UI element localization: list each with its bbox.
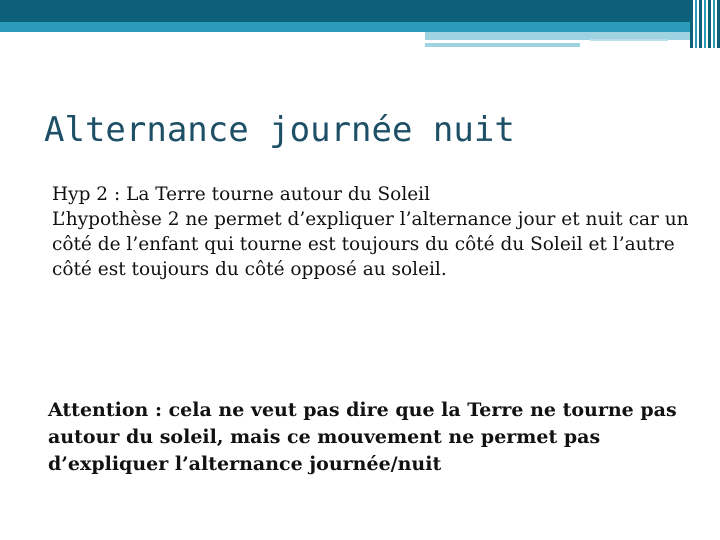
header-stripes: [690, 0, 720, 48]
header-accent-strip: [425, 32, 720, 40]
hypothesis-text: Hyp 2 : La Terre tourne autour du Soleil: [52, 184, 431, 205]
slide-title: Alternance journée nuit: [44, 110, 515, 150]
slide-body: [52, 182, 692, 282]
attention-note: Attention : cela ne veut pas dire que la Terre ne tourne pas autour du soleil, mais ce mouvement ne permet pas d’expliquer l’alternance journée/nuit: [48, 399, 677, 475]
header-thin-line-2: [590, 39, 668, 41]
header-thin-line: [425, 43, 580, 47]
explanation-text: L’hypothèse 2 ne permet d’expliquer l’alternance jour et nuit car un côté de l’enfant qui tourne est toujours du côté du Soleil et l’autre côté est toujours du côté opposé au soleil.: [52, 209, 689, 280]
header-bar: [0, 0, 720, 22]
header-accent-bar: [0, 22, 720, 32]
